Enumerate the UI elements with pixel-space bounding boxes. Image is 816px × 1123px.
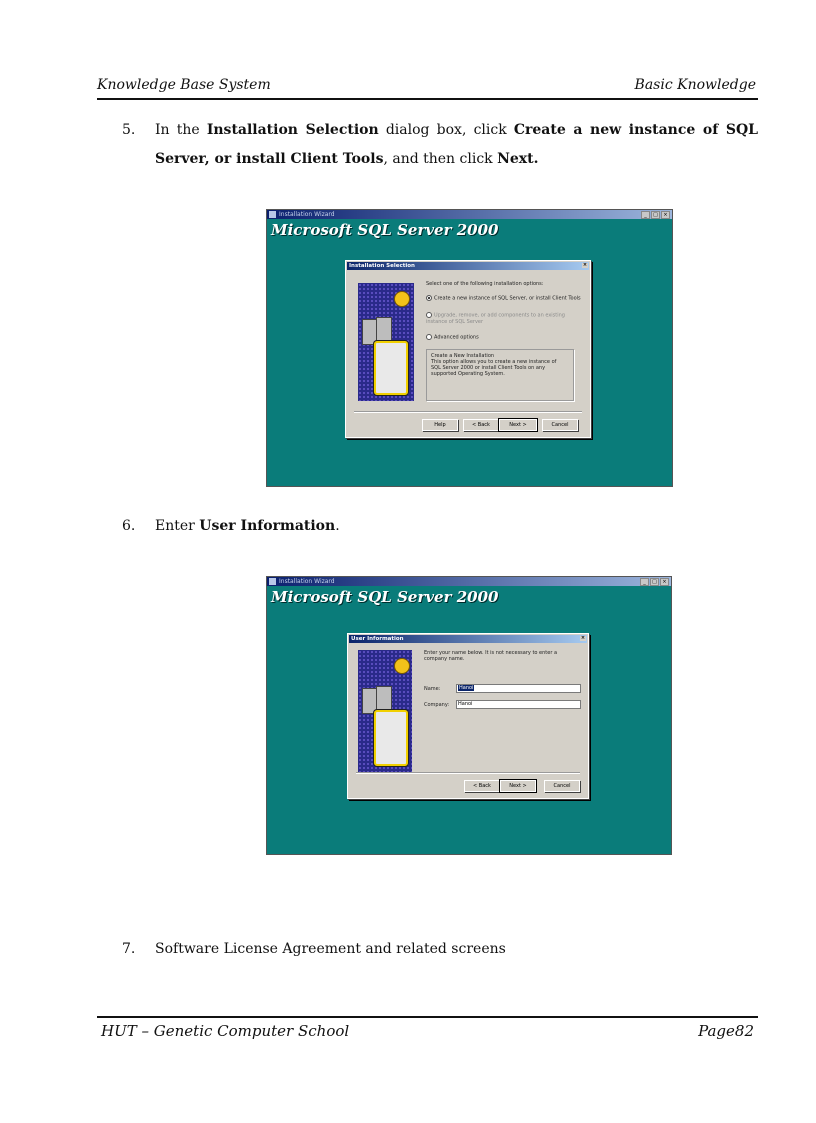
company-input[interactable]: Hanoi: [456, 700, 581, 709]
option-create-new[interactable]: [426, 295, 586, 302]
divider: [356, 772, 580, 774]
step-text: [155, 512, 758, 541]
close-icon[interactable]: ×: [660, 578, 669, 586]
setup-artwork: [358, 650, 412, 772]
divider: [354, 411, 582, 413]
close-icon[interactable]: ×: [582, 262, 588, 268]
window-title: Installation Wizard: [279, 578, 335, 585]
option-label: Advanced options: [434, 334, 479, 341]
header-left: Knowledge Base System: [97, 77, 271, 93]
page-number: Page82: [698, 1022, 754, 1040]
dialog-title: [349, 635, 587, 643]
window-titlebar: [267, 210, 672, 219]
text: .: [335, 518, 340, 534]
company-label: Company:: [424, 702, 450, 708]
installation-selection-dialog: [345, 260, 591, 438]
back-button[interactable]: < Back: [463, 419, 499, 431]
cancel-button[interactable]: Cancel: [544, 780, 580, 792]
screenshot-installation-selection: [266, 209, 673, 487]
disc-icon: [394, 291, 410, 307]
help-button[interactable]: Help: [422, 419, 458, 431]
radio-icon[interactable]: [426, 312, 432, 318]
name-value: Hanoi: [459, 685, 474, 691]
setup-artwork: [358, 283, 414, 401]
app-icon: [269, 211, 276, 218]
prompt-text: Enter your name below. It is not necessary to enter a company name.: [424, 650, 558, 662]
bold-text: Next.: [497, 151, 539, 167]
next-button[interactable]: Next >: [500, 780, 536, 792]
footer-left: HUT – Genetic Computer School: [101, 1022, 350, 1040]
close-icon[interactable]: ×: [580, 635, 586, 641]
step-7: [122, 935, 758, 964]
description-text: Create a New Installation This option allows you to create a new instance of SQL Server 2000 or install Client Tools on any supported Operating System.: [431, 353, 557, 377]
minimize-icon[interactable]: _: [640, 578, 649, 586]
cancel-button[interactable]: Cancel: [542, 419, 578, 431]
back-button[interactable]: < Back: [464, 780, 500, 792]
disc-icon: [394, 658, 410, 674]
dialog-title-text: Installation Selection: [349, 263, 415, 269]
option-advanced[interactable]: [426, 334, 576, 341]
maximize-icon[interactable]: □: [651, 211, 660, 219]
window-controls: [639, 578, 669, 597]
minimize-icon[interactable]: _: [641, 211, 650, 219]
dialog-title: [347, 262, 589, 270]
window-titlebar: [267, 577, 671, 586]
text: Enter: [155, 518, 200, 534]
maximize-icon[interactable]: □: [650, 578, 659, 586]
app-icon: [269, 578, 276, 585]
radio-selected-icon[interactable]: [426, 295, 432, 301]
server-icon: [374, 710, 408, 766]
header-right: Basic Knowledge: [634, 77, 756, 93]
window-controls: [640, 211, 670, 230]
name-input[interactable]: [456, 684, 581, 693]
step-text: Software License Agreement and related screens: [155, 941, 506, 957]
server-icon: [374, 341, 408, 395]
step-text: [155, 116, 758, 174]
bold-text: Installation Selection: [206, 122, 379, 138]
page-footer: [97, 1016, 758, 1040]
user-information-dialog: [347, 633, 589, 799]
step-number: 5.: [122, 122, 136, 138]
name-label: Name:: [424, 686, 441, 692]
bold-text: User Information: [199, 518, 336, 534]
text: In the: [155, 122, 207, 138]
close-icon[interactable]: ×: [661, 211, 670, 219]
window-title: Installation Wizard: [279, 211, 335, 218]
screenshot-user-information: [266, 576, 672, 855]
option-upgrade[interactable]: [426, 312, 576, 325]
brand-title: Microsoft SQL Server 2000: [271, 588, 499, 606]
option-label: Create a new instance of SQL Server, or install Client Tools: [434, 295, 581, 302]
step-5: [122, 116, 758, 174]
text: dialog box, click: [378, 122, 514, 138]
description-group: [426, 349, 574, 401]
step-6: [122, 512, 758, 541]
prompt-text: Select one of the following installation options:: [426, 281, 544, 287]
dialog-title-text: User Information: [351, 636, 404, 642]
step-number: 6.: [122, 518, 136, 534]
option-label: Upgrade, remove, or add components to an existing instance of SQL Server: [426, 312, 565, 325]
page-header: [97, 76, 758, 100]
next-button[interactable]: Next >: [499, 419, 537, 431]
brand-title: Microsoft SQL Server 2000: [271, 221, 499, 239]
step-number: 7.: [122, 941, 136, 957]
text: , and then click: [383, 151, 498, 167]
radio-icon[interactable]: [426, 334, 432, 340]
bold-text: Create a new instance of SQL Server, or install Client Tools: [155, 122, 758, 167]
